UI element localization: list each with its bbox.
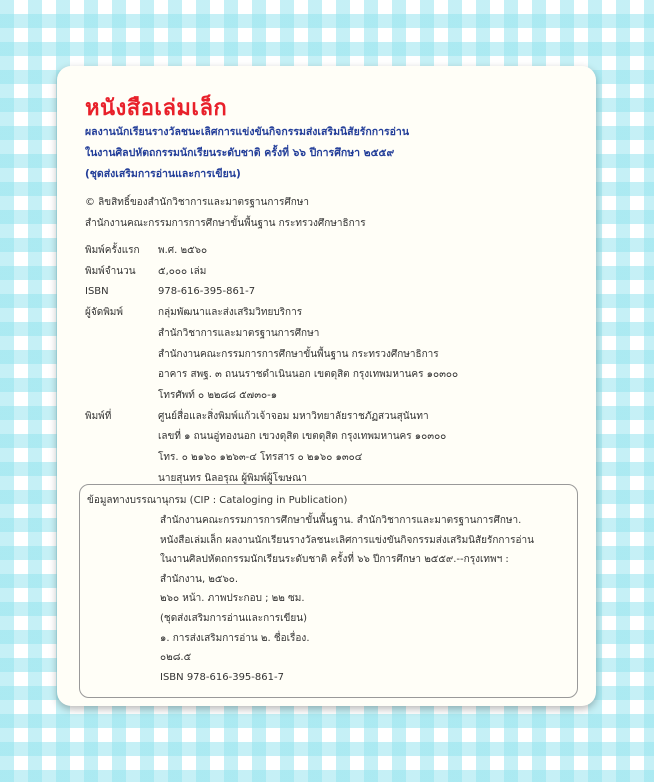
detail-value: กลุ่มพัฒนาและส่งเสริมวิทยบริการ xyxy=(158,307,303,319)
detail-row-publisher xyxy=(85,303,458,407)
subtitle-line: ในงานศิลปหัตถกรรมนักเรียนระดับชาติ ครั้งที่ ๖๖ ปีการศึกษา ๒๕๕๙ xyxy=(85,147,395,159)
detail-label: ผู้จัดพิมพ์ xyxy=(85,307,123,319)
cip-line: (ชุดส่งเสริมการอ่านและการเขียน) xyxy=(160,612,307,624)
detail-row-isbn xyxy=(85,282,458,303)
detail-value: สำนักวิชาการและมาตรฐานการศึกษา xyxy=(158,327,320,339)
subtitle-line: (ชุดส่งเสริมการอ่านและการเขียน) xyxy=(85,168,241,180)
book-subtitle xyxy=(85,122,585,185)
copyright-card xyxy=(57,66,596,706)
detail-value: พ.ศ. ๒๕๖๐ xyxy=(158,245,208,256)
copyright-notice xyxy=(85,192,366,234)
detail-row-printer xyxy=(85,407,458,490)
detail-value: ศูนย์สื่อและสิ่งพิมพ์แก้วเจ้าจอม มหาวิทยาลัยราชภัฏสวนสุนันทา xyxy=(158,410,429,422)
cip-line: หนังสือเล่มเล็ก ผลงานนักเรียนรางวัลชนะเลิศการแข่งขันกิจกรรมส่งเสริมนิสัยรักการอ่าน xyxy=(160,534,534,546)
detail-value: โทรศัพท์ ๐ ๒๒๘๘ ๕๗๓๐-๑ xyxy=(158,389,278,401)
detail-label: พิมพ์ที่ xyxy=(85,410,112,422)
detail-value: นายสุนทร นิลอรุณ ผู้พิมพ์ผู้โฆษณา xyxy=(158,472,307,484)
publication-details xyxy=(85,241,458,489)
book-title: หนังสือเล่มเล็ก xyxy=(85,96,228,121)
detail-value: โทร. ๐ ๒๑๖๐ ๑๒๖๓-๔ โทรสาร ๐ ๒๑๖๐ ๑๓๐๔ xyxy=(158,452,363,464)
cip-line: สำนักงานคณะกรรมการการศึกษาขั้นพื้นฐาน. สำนักวิชาการและมาตรฐานการศึกษา. xyxy=(160,515,522,526)
cip-entries xyxy=(160,511,534,687)
detail-label: ISBN xyxy=(85,286,109,298)
cip-line: ๒๖๐ หน้า. ภาพประกอบ ; ๒๒ ซม. xyxy=(160,593,305,605)
cip-heading: ข้อมูลทางบรรณานุกรม (CIP : Cataloging in Publication) xyxy=(87,495,348,506)
cip-line: ISBN 978-616-395-861-7 xyxy=(160,671,284,683)
detail-row-first-printing xyxy=(85,241,458,262)
cip-box xyxy=(79,484,578,698)
detail-label: พิมพ์จำนวน xyxy=(85,265,136,277)
detail-label: พิมพ์ครั้งแรก xyxy=(85,245,140,256)
subtitle-line: ผลงานนักเรียนรางวัลชนะเลิศการแข่งขันกิจกรรมส่งเสริมนิสัยรักการอ่าน xyxy=(85,126,409,138)
cip-line: ในงานศิลปหัตถกรรมนักเรียนระดับชาติ ครั้งที่ ๖๖ ปีการศึกษา ๒๕๕๙.--กรุงเทพฯ : xyxy=(160,554,509,566)
copyright-line: © ลิขสิทธิ์ของสำนักวิชาการและมาตรฐานการศึกษา xyxy=(85,197,309,208)
detail-value: 978-616-395-861-7 xyxy=(158,286,256,298)
cip-line: ๐๒๘.๕ xyxy=(160,652,192,664)
cip-line: ๑. การส่งเสริมการอ่าน ๒. ชื่อเรื่อง. xyxy=(160,632,310,644)
detail-value: สำนักงานคณะกรรมการการศึกษาขั้นพื้นฐาน กระทรวงศึกษาธิการ xyxy=(158,348,439,360)
detail-value: ๕,๐๐๐ เล่ม xyxy=(158,265,207,277)
detail-row-print-run xyxy=(85,262,458,283)
detail-value: เลขที่ ๑ ถนนอู่ทองนอก เขวงดุสิต เขตดุสิต กรุงเทพมหานคร ๑๐๓๐๐ xyxy=(158,431,447,443)
copyright-line: สำนักงานคณะกรรมการการศึกษาขั้นพื้นฐาน กระทรวงศึกษาธิการ xyxy=(85,218,366,229)
cip-line: สำนักงาน, ๒๕๖๐. xyxy=(160,573,239,585)
detail-value: อาคาร สพฐ. ๓ ถนนราชดำเนินนอก เขตดุสิต กรุงเทพมหานคร ๑๐๓๐๐ xyxy=(158,369,459,381)
